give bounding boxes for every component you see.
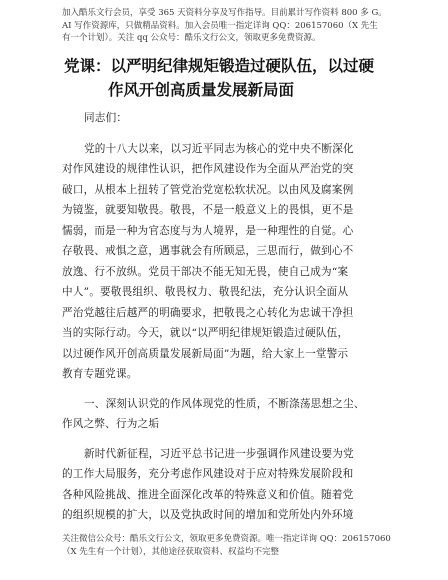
paragraph-line: 为镜鉴，就要知敬畏。敬畏，不是一般意义上的畏惧，更不是 (62, 204, 354, 216)
section-heading (62, 394, 392, 435)
section-heading-line: 一、深刻认识党的作风体现党的性质，不断涤荡思想之尘、 (84, 397, 365, 410)
paragraph-2 (62, 444, 392, 526)
section-heading-line: 作风之弊、行为之垢 (62, 418, 160, 430)
paragraph-line: 严治党越往后越严的明确要求，把敬畏之心转化为忠诚干净担 (62, 306, 354, 319)
salutation: 同志们： (84, 112, 128, 124)
footer-line-1: 关注微信公众号：酷乐文行公文，领取更多免费资源。唯一指定详询 QQ：206157060 (62, 534, 391, 544)
paragraph-line: 党的十八大以来，以习近平同志为核心的党中央不断深化 (84, 142, 354, 155)
document-title (64, 54, 394, 102)
header-line-3: 有一个计划）。关注 qq 公众号：酷乐文行公文，领取更多免费资源。 (62, 33, 321, 43)
paragraph-line: 的组织规模的扩大，以及党执政时间的增加和党所处内外环境 (62, 509, 354, 521)
paragraph-line: 对作风建设的规律性认识，把作风建设作为全面从严治党的突 (62, 163, 354, 175)
paragraph-line: 懦弱，而是一种为官态度与为人境界，是一种理性的自觉。心 (62, 224, 354, 237)
paragraph-line: 教育专题党课。 (62, 368, 138, 380)
spacer (62, 385, 392, 394)
paragraph-line: 各种风险挑战、推进全面深化改革的特殊意义和价值。随着党 (62, 488, 354, 501)
paragraph-line: 放逸、行不放纵。党员干部决不能无知无畏，使自己成为“案 (62, 265, 349, 278)
page-header-notice (62, 7, 402, 45)
paragraph-line: 以过硬作风开创高质量发展新局面”为题，给大家上一堂警示 (62, 347, 349, 360)
spacer (62, 435, 392, 444)
paragraph-line: 新时代新征程，习近平总书记进一步强调作风建设要为党 (84, 447, 354, 460)
title-line-1: 党课：以严明纪律规矩锻造过硬队伍，以过硬 (64, 57, 375, 75)
paragraph-line: 中人”。要敬畏组织、敬畏权力、敬畏纪法，充分认识全面从 (62, 286, 349, 298)
title-line-2: 作风开创高质量发展新局面 (108, 81, 295, 99)
header-line-1: 加入酷乐文行会员，享受 365 天资料分享及写作指导。目前累计写作资料 800 多 G。 (62, 8, 387, 18)
document-body (62, 108, 392, 526)
paragraph-line: 当的实际行动。今天，就以“以严明纪律规矩锻造过硬队伍， (62, 327, 349, 339)
page-footer-notice (62, 533, 402, 558)
footer-line-2: （X 先生有一个计划），其他途径获取资料、权益均不完整 (62, 546, 280, 557)
paragraph-1 (62, 139, 392, 385)
paragraph-line: 存敬畏、戒惧之意，遇事就会有所顾忌，三思而行，做到心不 (62, 245, 354, 257)
paragraph-line: 的工作大局服务，充分考虑作风建设对于应对特殊发展阶段和 (62, 468, 354, 480)
header-line-2: AI 写作资源库，只做精品资料。加入会员唯一指定详询 QQ：206157060（X 先生 (62, 20, 378, 31)
paragraph-line: 破口，从根本上扭转了管党治党宽松软状况。以由风及腐案例 (62, 183, 354, 196)
